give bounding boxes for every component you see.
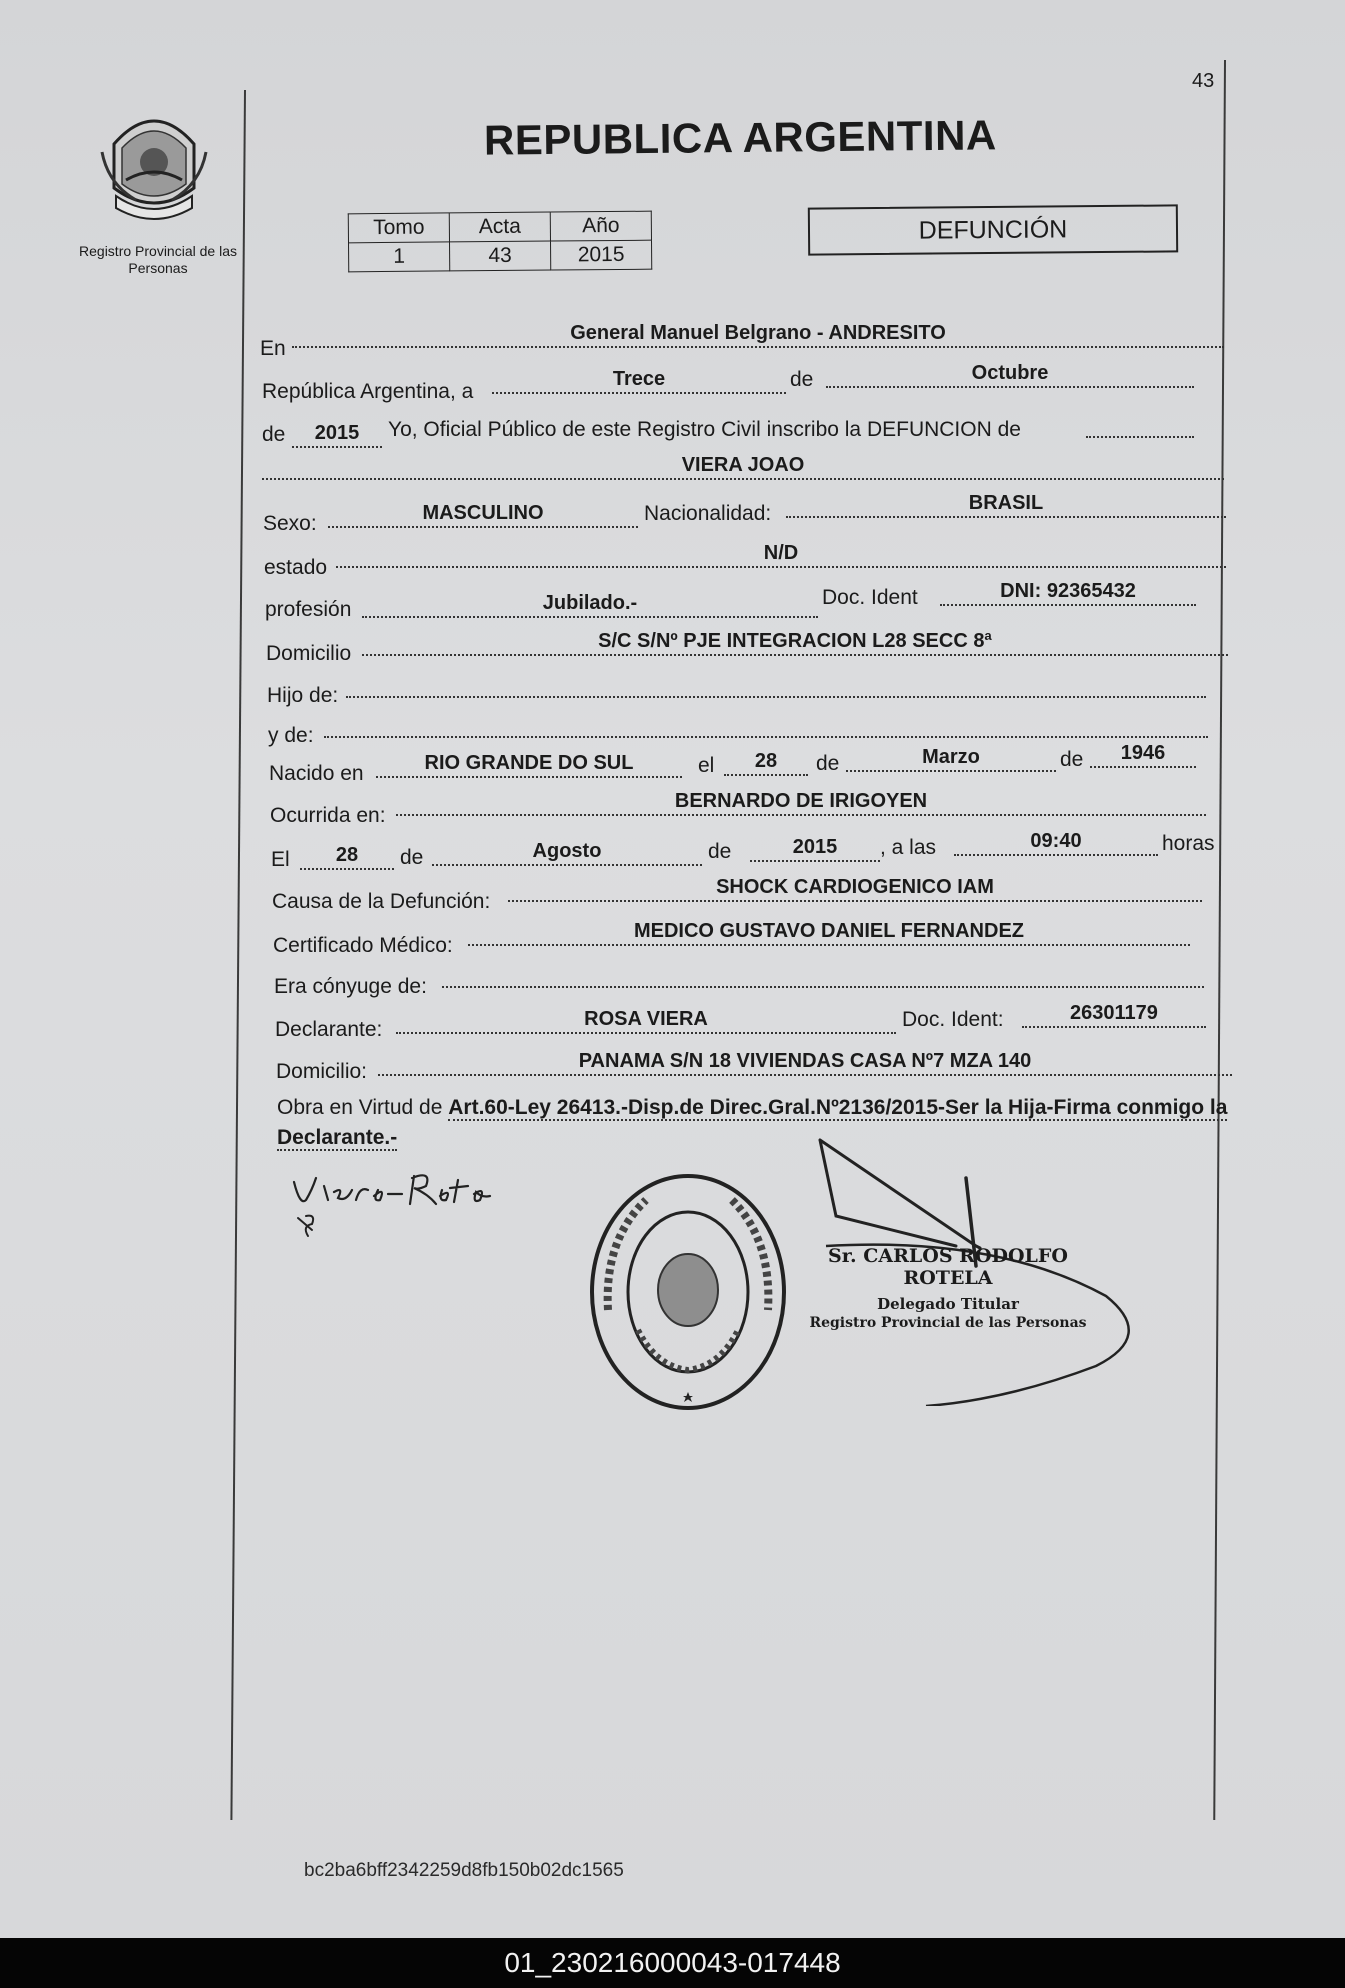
page-number: 43: [1192, 70, 1215, 92]
nacionalidad-label: Nacionalidad:: [644, 502, 772, 525]
month-words-field: Octubre: [826, 360, 1194, 388]
record-table: [348, 211, 653, 273]
official-stamp-icon: [586, 1170, 790, 1414]
doc2-field: 26301179: [1022, 1000, 1206, 1028]
registry-name: Registro Provincial de las Personas: [79, 243, 237, 276]
muerte-mes-field: Agosto: [432, 838, 702, 866]
ocurrida-field: BERNARDO DE IRIGOYEN: [396, 788, 1206, 816]
left-margin-line: [230, 90, 246, 1820]
de-label-1: de: [790, 368, 814, 391]
de-label-4: de: [1060, 748, 1084, 771]
place-field: General Manuel Belgrano - ANDRESITO: [292, 320, 1224, 348]
certificado-label: Certificado Médico:: [273, 934, 453, 957]
signatory-office: Registro Provincial de las Personas: [809, 1315, 1087, 1331]
declarant-signature-icon: [290, 1160, 530, 1240]
en-label: En: [260, 337, 286, 360]
hijo-label: Hijo de:: [267, 684, 339, 707]
year-words-field: 2015: [292, 420, 382, 448]
nacido-mes-field: Marzo: [846, 744, 1056, 772]
footer-id-bar: 01_230216000043-017448: [0, 1938, 1345, 1988]
de-label-3: de: [816, 752, 840, 775]
tomo-header: Tomo: [348, 213, 449, 243]
el2-label: El: [271, 848, 290, 871]
obra-text: Art.60-Ley 26413.-Disp.de Direc.Gral.Nº2136/2015-Ser la Hija-Firma conmigo la Declarante.-: [277, 1096, 1228, 1149]
profesion-label: profesión: [265, 598, 352, 621]
causa-field: SHOCK CARDIOGENICO IAM: [508, 874, 1202, 902]
nacido-label: Nacido en: [269, 762, 364, 785]
document-type-box: DEFUNCIÓN: [808, 204, 1178, 255]
de-label-6: de: [708, 840, 732, 863]
profesion-field: Jubilado.-: [362, 590, 818, 618]
domicilio2-field: PANAMA S/N 18 VIVIENDAS CASA Nº7 MZA 140: [378, 1048, 1232, 1076]
defuncion-de-blank: [1086, 410, 1194, 438]
inscription-text: Yo, Oficial Público de este Registro Civil inscribo la DEFUNCION de: [388, 418, 1021, 441]
conyuge-field: [442, 960, 1204, 988]
estado-field: N/D: [336, 540, 1226, 568]
muerte-hora-field: 09:40: [954, 828, 1158, 856]
de-label-2: de: [262, 423, 286, 446]
page-title: REPUBLICA ARGENTINA: [483, 111, 997, 164]
tomo-value: 1: [349, 242, 450, 272]
sexo-label: Sexo:: [263, 512, 317, 535]
nacionalidad-field: BRASIL: [786, 490, 1226, 518]
domicilio-field: S/C S/Nº PJE INTEGRACION L28 SECC 8ª: [362, 628, 1228, 656]
nacido-lugar-field: RIO GRANDE DO SUL: [376, 750, 682, 778]
province-seal-icon: [96, 104, 212, 222]
alas-label: , a las: [880, 836, 937, 859]
estado-label: estado: [264, 556, 328, 579]
declarante-field: ROSA VIERA: [396, 1006, 896, 1034]
muerte-dia-field: 28: [300, 842, 394, 870]
acta-value: 43: [450, 241, 551, 271]
hijo-field: [346, 670, 1206, 698]
sexo-field: MASCULINO: [328, 500, 638, 528]
yde-field: [324, 710, 1208, 738]
acta-header: Acta: [449, 212, 550, 242]
republica-label: República Argentina, a: [262, 380, 474, 403]
deceased-name-field: VIERA JOAO: [262, 452, 1224, 480]
obra-prefix: Obra en Virtud de: [277, 1096, 443, 1119]
el-label: el: [698, 754, 715, 777]
doc-field: DNI: 92365432: [940, 578, 1196, 606]
horas-label: horas: [1162, 832, 1215, 855]
doc2-label: Doc. Ident:: [902, 1008, 1004, 1031]
signatory-name: Sr. CARLOS RODOLFO ROTELA: [828, 1245, 1068, 1289]
doc-label: Doc. Ident: [822, 586, 918, 609]
ocurrida-label: Ocurrida en:: [270, 804, 386, 827]
nacido-anio-field: 1946: [1090, 740, 1196, 768]
domicilio-label: Domicilio: [266, 642, 352, 665]
domicilio2-label: Domicilio:: [276, 1060, 368, 1083]
nacido-dia-field: 28: [724, 748, 808, 776]
declarante-label: Declarante:: [275, 1018, 383, 1041]
muerte-anio-field: 2015: [750, 834, 880, 862]
signatory-role: Delegado Titular: [877, 1295, 1019, 1313]
anio-header: Año: [550, 211, 651, 241]
causa-label: Causa de la Defunción:: [272, 890, 491, 913]
anio-value: 2015: [550, 240, 651, 270]
certificado-field: MEDICO GUSTAVO DANIEL FERNANDEZ: [468, 918, 1190, 946]
yde-label: y de:: [268, 724, 314, 747]
day-words-field: Trece: [492, 366, 786, 394]
conyuge-label: Era cónyuge de:: [274, 975, 427, 998]
de-label-5: de: [400, 846, 424, 869]
signatory-block: [798, 1245, 1098, 1331]
document-hash: bc2ba6bff2342259d8fb150b02dc1565: [304, 1860, 624, 1881]
